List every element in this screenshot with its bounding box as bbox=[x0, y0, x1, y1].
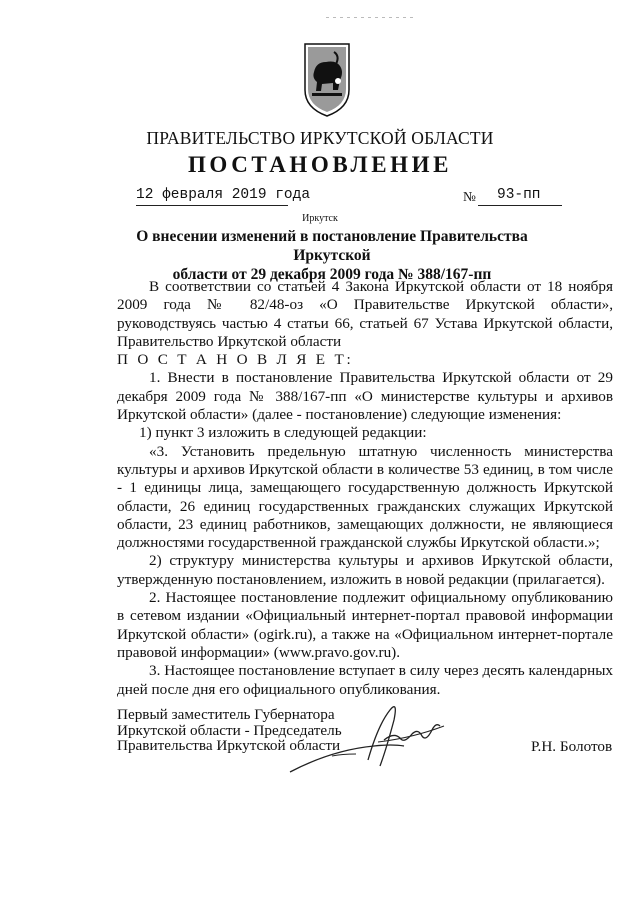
position-line-3: Правительства Иркутской области bbox=[117, 737, 341, 754]
title-line-2: области от 29 декабря 2009 года № 388/167-пп bbox=[172, 266, 492, 283]
number-underline bbox=[478, 205, 562, 206]
resolves-heading: П О С Т А Н О В Л Я Е Т: bbox=[117, 351, 354, 369]
number-sign: № bbox=[463, 189, 476, 204]
city-label: Иркутск bbox=[302, 213, 338, 224]
item-1-1-paragraph: 1) пункт 3 изложить в следующей редакции: bbox=[139, 424, 427, 442]
preamble-paragraph: В соответствии со статьей 4 Закона Иркутской области от 18 ноября 2009 года № 82/48-оз «О Правительстве Иркутской области», руководствуясь частью 4 статьи 66, статьей 67 Устава Иркутской области, Правительство Иркутской области bbox=[117, 278, 613, 350]
document-title bbox=[100, 227, 564, 284]
coat-of-arms-icon bbox=[302, 42, 352, 118]
item-1-paragraph: 1. Внести в постановление Правительства Иркутской области от 29 декабря 2009 года № 388/167-пп «О министерстве культуры и архивов Иркутской области» (далее - постановление) следующие изменения: bbox=[117, 369, 613, 424]
position-line-1: Первый заместитель Губернатора bbox=[117, 706, 335, 723]
document-body bbox=[117, 278, 613, 699]
item-2-paragraph: 2. Настоящее постановление подлежит официальному опубликованию в сетевом издании «Официальный интернет-портал правовой информации Иркутской области» (ogirk.ru), а также на «Официальном интернет-портале правовой информации» (www.pravo.gov.ru). bbox=[117, 589, 613, 661]
position-line-2: Иркутской области - Председатель bbox=[117, 721, 342, 739]
government-name: ПРАВИТЕЛЬСТВО ИРКУТСКОЙ ОБЛАСТИ bbox=[146, 128, 494, 148]
date-underline bbox=[136, 205, 288, 206]
handwritten-signature-icon bbox=[272, 690, 472, 785]
item-1-2-paragraph: 2) структуру министерства культуры и архивов Иркутской области, утвержденную постановлением, изложить в новой редакции (прилагается). bbox=[117, 552, 613, 588]
signatory-name: Р.Н. Болотов bbox=[531, 738, 613, 755]
title-line-1: О внесении изменений в постановление Правительства Иркутской bbox=[136, 228, 528, 264]
document-number: 93-пп bbox=[497, 187, 541, 203]
document-type: ПОСТАНОВЛЕНИЕ bbox=[187, 152, 453, 177]
document-date: 12 февраля 2019 года bbox=[136, 187, 311, 203]
item-3-paragraph: 3. Настоящее постановление вступает в силу через десять календарных дней после дня его официального опубликования. bbox=[117, 662, 613, 698]
item-1-1-text-paragraph: «3. Установить предельную штатную численность министерства культуры и архивов Иркутской области в количестве 53 единиц, в том числе - 1 единицы лица, замещающего государственную должность Иркутской области, 26 единиц государственных гражданских служащих Иркутской области, 23 единиц работников, замещающих должности, не являющиеся должностями государственной гражданской службы Иркутской области.»; bbox=[117, 442, 613, 552]
scan-artifact bbox=[326, 6, 416, 9]
